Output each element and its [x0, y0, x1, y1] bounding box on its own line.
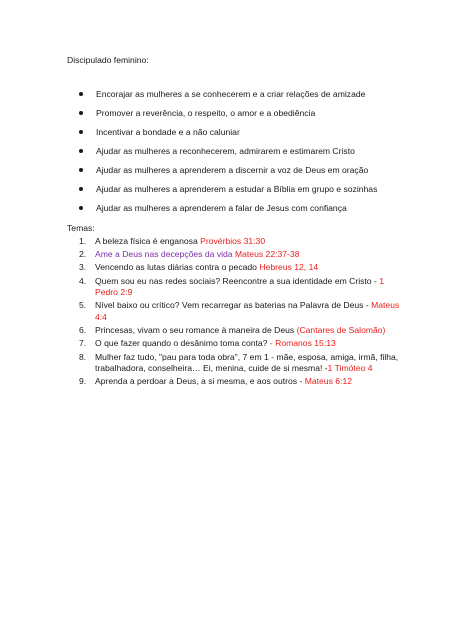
list-item	[67, 201, 427, 215]
topic-text: Vencendo as lutas diárias contra o pecado	[95, 262, 260, 273]
topic-text: A beleza física é enganosa	[95, 236, 201, 246]
list-item-text: Encorajar as mulheres a se conhecerem e a criar relações de amizade	[96, 89, 366, 99]
bullet-icon	[79, 111, 83, 115]
topics-label: Temas:	[67, 223, 95, 233]
topic-number: 8.	[79, 351, 87, 362]
topic-text: Nível baixo ou crítico? Vem recarregar as baterias na Palavra de Deus -	[95, 300, 372, 311]
bullet-icon	[79, 130, 83, 134]
list-item-text: Ajudar as mulheres a aprenderem a falar de Jesus com confiança	[96, 203, 347, 213]
topic-item	[67, 262, 407, 274]
topic-reference: - Romanos 15:13	[269, 338, 336, 349]
list-item	[67, 106, 427, 120]
topic-number: 7.	[79, 338, 87, 349]
goals-list	[67, 87, 427, 220]
topic-number: 5.	[79, 300, 87, 311]
list-item-text: Ajudar as mulheres a aprenderem a estudar a Bíblia em grupo e sozinhas	[96, 184, 378, 194]
topic-item	[67, 338, 407, 350]
bullet-icon	[79, 92, 83, 96]
list-item-text: Incentivar a bondade e a não caluniar	[96, 127, 240, 137]
list-item	[67, 144, 427, 158]
topic-reference: (Cantares de Salomão)	[296, 325, 386, 336]
topic-text: O que fazer quando o desânimo toma conta?	[95, 338, 270, 349]
topic-item	[67, 325, 407, 337]
topic-item	[67, 300, 407, 323]
topic-item	[67, 376, 407, 388]
topic-number: 3.	[79, 262, 87, 273]
list-item	[67, 125, 427, 139]
topic-number: 6.	[79, 325, 87, 336]
topic-reference: 1 Timóteo 4	[327, 363, 373, 374]
list-item	[67, 182, 427, 196]
list-item	[67, 87, 427, 101]
list-item-text: Ajudar as mulheres a aprenderem a discernir a voz de Deus em oração	[96, 165, 369, 175]
topic-text: Princesas, vivam o seu romance à maneira de Deus	[95, 325, 297, 336]
document-heading: Discipulado feminino:	[67, 55, 149, 65]
topic-text: Ame a Deus nas decepções da vida	[95, 249, 235, 260]
bullet-icon	[79, 149, 83, 153]
topic-reference: 1 Pedro 2:9	[95, 275, 385, 298]
topic-item	[67, 276, 407, 299]
list-item-text: Promover a reverência, o respeito, o amor e a obediência	[96, 108, 316, 118]
topic-item	[67, 249, 407, 261]
topic-number: 9.	[79, 376, 87, 387]
list-item-text: Ajudar as mulheres a reconhecerem, admirarem e estimarem Cristo	[96, 146, 355, 156]
topic-reference: Mateus 22:37-38	[234, 249, 300, 260]
topic-number: 4.	[79, 275, 87, 286]
topic-reference: Provérbios 31:30	[200, 236, 266, 246]
bullet-icon	[79, 168, 83, 172]
bullet-icon	[79, 206, 83, 210]
topic-number: 1.	[79, 236, 87, 246]
topic-text: Aprenda a perdoar a Deus, a si mesma, e aos outros -	[95, 376, 305, 387]
topic-reference: Mateus 4:4	[95, 300, 400, 322]
topic-reference: Hebreus 12, 14	[259, 262, 319, 273]
list-item	[67, 163, 427, 177]
bullet-icon	[79, 187, 83, 191]
topic-number: 2.	[79, 249, 87, 260]
topic-text: Quem sou eu nas redes sociais? Reencontre a sua identidade em Cristo -	[95, 275, 380, 286]
topic-item	[67, 352, 407, 375]
topic-text: Mulher faz tudo, "pau para toda obra", 7 em 1 - mãe, esposa, amiga, irmã, filha, trabalhadora, conselheira… Ei, menina, cuide de si mesma! -	[95, 351, 399, 374]
topic-reference: Mateus 6:12	[304, 376, 352, 387]
topics-list	[67, 236, 407, 389]
topic-item	[67, 236, 407, 248]
